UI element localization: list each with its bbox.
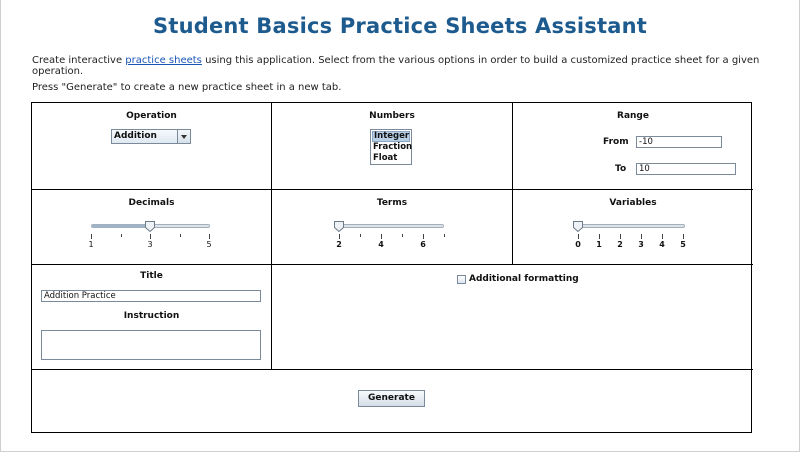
operation-selected-value: Addition (114, 131, 157, 141)
variables-slider-thumb[interactable] (573, 221, 583, 232)
range-from-input[interactable]: -10 (636, 136, 722, 148)
variables-tick-label: 2 (617, 240, 623, 249)
formatting-cell (272, 265, 753, 370)
decimals-tick-1 (91, 234, 92, 239)
page-title: Student Basics Practice Sheets Assistant (153, 14, 647, 38)
numbers-list[interactable] (370, 129, 412, 165)
terms-label: Terms (376, 198, 408, 208)
decimals-slider-fill (92, 225, 151, 227)
title-label: Title (140, 271, 163, 281)
numbers-option-integer[interactable]: Integer (374, 131, 410, 141)
variables-tick-label: 1 (596, 240, 602, 249)
numbers-label: Numbers (369, 111, 415, 121)
intro-text-end: using this application. Select from the various options in order to build a customized practice sheet for a given operation. (32, 55, 760, 77)
terms-cell (272, 190, 513, 265)
decimals-tick-label: 5 (206, 240, 212, 249)
operation-dropdown[interactable] (111, 129, 191, 144)
decimals-tick-2 (121, 234, 122, 237)
terms-slider-track[interactable] (338, 224, 444, 228)
variables-tick-label: 4 (659, 240, 665, 249)
terms-tick-label: 6 (420, 240, 426, 249)
terms-slider-thumb[interactable] (334, 221, 344, 232)
additional-formatting-label[interactable]: Additional formatting (469, 274, 579, 284)
terms-tick (444, 234, 445, 237)
generate-button[interactable]: Generate (358, 390, 425, 407)
decimals-tick-label: 3 (147, 240, 153, 249)
additional-formatting-checkbox[interactable] (457, 275, 466, 284)
title-input[interactable]: Addition Practice (41, 290, 261, 302)
variables-tick (683, 234, 684, 239)
variables-label: Variables (609, 198, 657, 208)
terms-tick (402, 234, 403, 237)
instruction-label: Instruction (123, 311, 180, 321)
range-from-label: From (603, 137, 629, 147)
decimals-tick-5 (209, 234, 210, 239)
terms-tick (423, 234, 424, 239)
variables-tick (578, 234, 579, 239)
range-cell (513, 103, 753, 190)
variables-tick (599, 234, 600, 239)
operation-label: Operation (126, 111, 177, 121)
numbers-option-fraction[interactable]: Fraction (373, 142, 413, 152)
decimals-cell (32, 190, 272, 265)
variables-slider-track[interactable] (577, 224, 685, 228)
terms-tick (381, 234, 382, 239)
variables-tick-label: 5 (680, 240, 686, 249)
terms-tick-label: 4 (378, 240, 384, 249)
press-generate-note: Press "Generate" to create a new practice sheet in a new tab. (32, 82, 342, 93)
chevron-down-icon[interactable] (177, 130, 190, 143)
intro-text (32, 55, 800, 77)
variables-tick-label: 3 (638, 240, 644, 249)
title-cell (32, 265, 272, 370)
variables-tick-label: 0 (575, 240, 581, 249)
intro-text-start: Create interactive (32, 55, 126, 66)
range-label: Range (617, 111, 649, 121)
decimals-tick-3 (150, 234, 151, 239)
decimals-tick-4 (180, 234, 181, 237)
instruction-textarea[interactable] (41, 330, 261, 360)
variables-cell (513, 190, 753, 265)
operation-cell (32, 103, 272, 190)
numbers-option-float[interactable]: Float (373, 153, 398, 163)
terms-tick (360, 234, 361, 237)
decimals-slider-thumb[interactable] (145, 221, 155, 232)
terms-tick (339, 234, 340, 239)
practice-sheets-link[interactable]: practice sheets (125, 55, 202, 66)
range-to-input[interactable]: 10 (636, 163, 736, 175)
decimals-label: Decimals (128, 198, 175, 208)
range-to-label: To (615, 164, 627, 174)
variables-tick (662, 234, 663, 239)
variables-tick (641, 234, 642, 239)
decimals-tick-label: 1 (88, 240, 94, 249)
options-panel (31, 102, 752, 433)
numbers-cell (272, 103, 513, 190)
variables-tick (620, 234, 621, 239)
terms-tick-label: 2 (336, 240, 342, 249)
